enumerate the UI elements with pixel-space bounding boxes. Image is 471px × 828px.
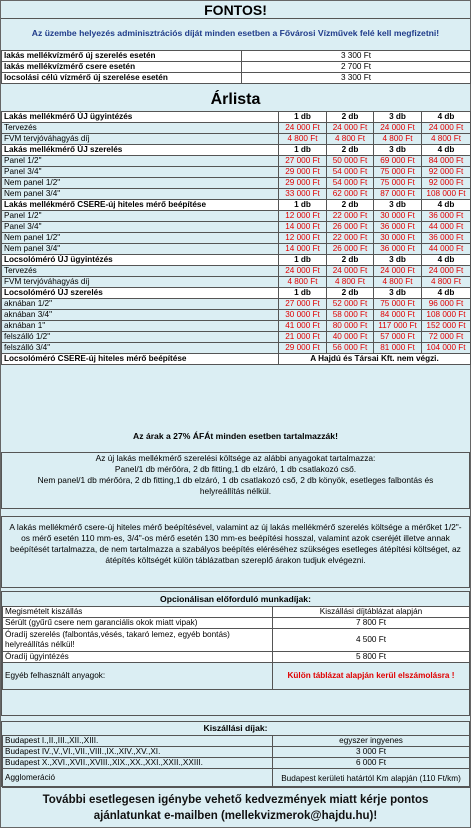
optional-fees-title: Opcionálisan előforduló munkadíjak: [160, 594, 311, 604]
optional-fees-table [2, 606, 470, 690]
price-cell: 4 800 Ft [422, 277, 471, 288]
price-cell: 4 800 Ft [327, 277, 374, 288]
price-cell: 117 000 Ft [374, 321, 422, 332]
price-cell: 29 000 Ft [279, 167, 327, 178]
price-cell: 12 000 Ft [279, 211, 327, 222]
price-cell: 12 000 Ft [279, 233, 327, 244]
travel-price: Budapest kerületi határtól Km alapján (110 Ft/km) [273, 769, 470, 788]
price-cell: 104 000 Ft [422, 343, 471, 354]
price-cell: 14 000 Ft [279, 222, 327, 233]
fee-price: 3 300 Ft [242, 73, 471, 84]
travel-fees-table [2, 735, 470, 788]
travel-row [3, 736, 470, 747]
price-row [2, 277, 471, 288]
optional-row [3, 663, 470, 690]
qty-header: 3 db [374, 288, 422, 299]
section-header-row [2, 255, 471, 266]
optional-row [3, 652, 470, 663]
price-cell: 4 800 Ft [279, 277, 327, 288]
qty-header: 4 db [422, 200, 471, 211]
optional-label: Óradíj szerelés (falbontás,vésés, takaró lemez, egyéb bontás) helyreállítás nélkül! [3, 629, 273, 652]
price-cell: 81 000 Ft [374, 343, 422, 354]
price-cell: 75 000 Ft [374, 167, 422, 178]
price-cell: 72 000 Ft [422, 332, 471, 343]
price-cell: 52 000 Ft [327, 299, 374, 310]
travel-fees-box [1, 721, 470, 787]
qty-header: 3 db [374, 255, 422, 266]
includes-heading: Az új lakás mellékmérő szerelési költsége az alábbi anyagokat tartalmazza: [95, 453, 376, 463]
item-label: Tervezés [2, 266, 279, 277]
price-cell: 24 000 Ft [279, 266, 327, 277]
price-row [2, 310, 471, 321]
travel-price: 3 000 Ft [273, 747, 470, 758]
section-title: Lakás mellékmérő ÚJ szerelés [2, 145, 279, 156]
price-cell: 4 800 Ft [374, 277, 422, 288]
travel-row [3, 758, 470, 769]
price-cell: 27 000 Ft [279, 156, 327, 167]
price-row [2, 321, 471, 332]
qty-header: 3 db [374, 200, 422, 211]
section-title: Lakás mellékmérő CSERE-új hiteles mérő beépítése [2, 200, 279, 211]
item-label: Panel 1/2" [2, 156, 279, 167]
includes-non-panel: Nem panel/1 db mérőóra, 2 db fitting,1 db elzáró, 1 db csatlakozó cső, 2 db könyök, esetleges falbontás és helyreállítás nélkül. [37, 475, 434, 496]
footer-note: További esetlegesen igénybe vehető kedvezmények miatt kérje pontos ajánlatunkat e-mailben (mellekvizmerok@hajdu.hu)! [42, 794, 429, 822]
optional-row [3, 629, 470, 652]
price-cell: 27 000 Ft [279, 299, 327, 310]
price-cell: 54 000 Ft [327, 178, 374, 189]
optional-fees-box [1, 591, 470, 716]
price-cell: 57 000 Ft [374, 332, 422, 343]
price-cell: 62 000 Ft [327, 189, 374, 200]
price-cell: 108 000 Ft [422, 310, 471, 321]
price-row [2, 222, 471, 233]
price-cell: 4 800 Ft [327, 134, 374, 145]
price-cell: 36 000 Ft [374, 222, 422, 233]
price-cell: 96 000 Ft [422, 299, 471, 310]
qty-header: 1 db [279, 288, 327, 299]
qty-header: 2 db [327, 200, 374, 211]
travel-label: Budapest X.,XVI.,XVII.,XVIII.,XIX.,XX.,XXI.,XXII.,XXIII. [3, 758, 273, 769]
price-cell: 69 000 Ft [374, 156, 422, 167]
price-cell: 21 000 Ft [279, 332, 327, 343]
section-title: Locsolóméró ÚJ szerelés [2, 288, 279, 299]
item-label: Nem panel 1/2" [2, 233, 279, 244]
price-cell: 24 000 Ft [374, 266, 422, 277]
fee-row [2, 51, 471, 62]
price-cell: 26 000 Ft [327, 244, 374, 255]
optional-row [3, 607, 470, 618]
qty-header: 4 db [422, 145, 471, 156]
price-cell: 40 000 Ft [327, 332, 374, 343]
vat-note: Az árak a 27% ÁFÁt minden esetben tartalmazzák! [133, 431, 338, 441]
optional-price: 5 800 Ft [273, 652, 470, 663]
item-label: Panel 3/4" [2, 167, 279, 178]
pricelist-title: Árlista [210, 91, 261, 108]
travel-fees-title: Kiszállási díjak: [203, 723, 268, 733]
qty-header: 2 db [327, 288, 374, 299]
price-cell: 75 000 Ft [374, 299, 422, 310]
qty-header: 1 db [279, 200, 327, 211]
qty-header: 2 db [327, 255, 374, 266]
qty-header: 4 db [422, 112, 471, 123]
price-row [2, 123, 471, 134]
item-label: Tervezés [2, 123, 279, 134]
price-cell: 152 000 Ft [422, 321, 471, 332]
price-cell: 58 000 Ft [327, 310, 374, 321]
price-cell: 33 000 Ft [279, 189, 327, 200]
section-header-row [2, 112, 471, 123]
price-cell: 4 800 Ft [279, 134, 327, 145]
price-row [2, 211, 471, 222]
price-cell: 84 000 Ft [422, 156, 471, 167]
price-row [2, 343, 471, 354]
item-label: Panel 3/4" [2, 222, 279, 233]
price-cell: 92 000 Ft [422, 178, 471, 189]
optional-label: Sérült (gyűrű csere nem garanciális okok miatt vipak) [3, 618, 273, 629]
travel-label: Agglomeráció [3, 769, 273, 788]
price-row [2, 299, 471, 310]
price-cell: 4 800 Ft [422, 134, 471, 145]
price-row [2, 244, 471, 255]
price-cell: 36 000 Ft [422, 211, 471, 222]
section-title: Locsolóméró CSERE-új hiteles mérő beépítése [2, 354, 279, 365]
important-title: FONTOS! [1, 1, 470, 19]
price-cell: 75 000 Ft [374, 178, 422, 189]
item-label: Nem panel 3/4" [2, 244, 279, 255]
fee-label: lakás mellékvízmérő új szerelés esetén [2, 51, 242, 62]
qty-header: 1 db [279, 112, 327, 123]
optional-label: Óradíj ügyintézés [3, 652, 273, 663]
price-cell: 29 000 Ft [279, 343, 327, 354]
optional-price: 7 800 Ft [273, 618, 470, 629]
optional-row [3, 618, 470, 629]
price-cell: 56 000 Ft [327, 343, 374, 354]
optional-price: 4 500 Ft [273, 629, 470, 652]
price-cell: 22 000 Ft [327, 233, 374, 244]
price-cell: 80 000 Ft [327, 321, 374, 332]
qty-header: 2 db [327, 112, 374, 123]
qty-header: 4 db [422, 255, 471, 266]
item-label: felszálló 1/2" [2, 332, 279, 343]
qty-header: 3 db [374, 145, 422, 156]
qty-header: 1 db [279, 255, 327, 266]
admin-fee-table [1, 50, 471, 84]
price-cell: 24 000 Ft [327, 266, 374, 277]
price-cell: 54 000 Ft [327, 167, 374, 178]
travel-label: Budapest IV.,V.,VI.,VII.,VIII.,IX.,XIV.,XV.,XI. [3, 747, 273, 758]
optional-label: Egyéb felhasznált anyagok: [3, 663, 273, 690]
includes-panel: Panel/1 db mérőóra, 2 db fitting,1 db elzáró, 1 db csatlakozó cső. [114, 464, 357, 474]
price-cell: 108 000 Ft [422, 189, 471, 200]
optional-price: Kiszállási díjtáblázat alapján [273, 607, 470, 618]
price-cell: 44 000 Ft [422, 222, 471, 233]
section-title: Lakás mellékmérő ÚJ ügyintézés [2, 112, 279, 123]
price-cell: 24 000 Ft [422, 266, 471, 277]
fee-price: 2 700 Ft [242, 62, 471, 73]
section-header-row [2, 200, 471, 211]
item-label: Nem panel 3/4" [2, 189, 279, 200]
price-cell: 26 000 Ft [327, 222, 374, 233]
price-cell: 50 000 Ft [327, 156, 374, 167]
qty-header: 2 db [327, 145, 374, 156]
fee-price: 3 300 Ft [242, 51, 471, 62]
fee-row [2, 62, 471, 73]
item-label: Nem panel 1/2" [2, 178, 279, 189]
price-cell: 92 000 Ft [422, 167, 471, 178]
section-header-row [2, 354, 471, 365]
price-row [2, 233, 471, 244]
section-header-row [2, 145, 471, 156]
travel-price: 6 000 Ft [273, 758, 470, 769]
admin-fee-notice: Az üzembe helyezés adminisztrációs díját minden esetben a Fővárosi Vízművek felé kell megfizetni! [31, 28, 440, 38]
price-cell: 36 000 Ft [422, 233, 471, 244]
section-title: Locsolóméró ÚJ ügyintézés [2, 255, 279, 266]
price-list-table [1, 111, 471, 365]
price-cell: 41 000 Ft [279, 321, 327, 332]
fee-label: lakás mellékvízmérő csere esetén [2, 62, 242, 73]
travel-label: Budapest I.,II.,III.,XII.,XIII. [3, 736, 273, 747]
optional-label: Megismételt kiszállás [3, 607, 273, 618]
fee-row [2, 73, 471, 84]
fee-label: locsolási célú vízmérő új szerelése esetén [2, 73, 242, 84]
price-row [2, 167, 471, 178]
price-row [2, 189, 471, 200]
optional-price: Külön táblázat alapján kerül elszámolásra ! [273, 663, 470, 690]
item-label: FVM tervjóváhagyás díj [2, 134, 279, 145]
travel-row [3, 769, 470, 788]
item-label: FVM tervjóváhagyás díj [2, 277, 279, 288]
price-cell: 24 000 Ft [327, 123, 374, 134]
price-row [2, 266, 471, 277]
item-label: aknában 3/4" [2, 310, 279, 321]
price-cell: 30 000 Ft [279, 310, 327, 321]
price-cell: 14 000 Ft [279, 244, 327, 255]
item-label: aknában 1/2" [2, 299, 279, 310]
price-cell: 30 000 Ft [374, 233, 422, 244]
price-cell: 24 000 Ft [374, 123, 422, 134]
price-row [2, 156, 471, 167]
price-row [2, 134, 471, 145]
not-performed-note: A Hajdú és Társai Kft. nem végzi. [279, 354, 471, 365]
price-row [2, 332, 471, 343]
price-cell: 4 800 Ft [374, 134, 422, 145]
explanation-text: A lakás mellékmérő csere-új hiteles mérő beépítésével, valamint az új lakás mellékmérő szerelés költsége a mérőket 1/2"-os mérő esetén 110 mm-es, 3/4"-os mérő esetén 130 mm-es beépítési hosszal, valamint azok cseréjét illetve annak beépítését tartalmazza, de nem tartalmazza a szabályos beépítés eléréséhez szükséges esetleges átépítési költséget, az átépítés költségét külön táblázatban szereplő árakon tudjuk elvégezni. [1, 516, 470, 588]
price-cell: 87 000 Ft [374, 189, 422, 200]
price-cell: 44 000 Ft [422, 244, 471, 255]
price-cell: 84 000 Ft [374, 310, 422, 321]
price-cell: 30 000 Ft [374, 211, 422, 222]
item-label: felszálló 3/4" [2, 343, 279, 354]
price-row [2, 178, 471, 189]
travel-price: egyszer ingyenes [273, 736, 470, 747]
item-label: Panel 1/2" [2, 211, 279, 222]
qty-header: 4 db [422, 288, 471, 299]
section-header-row [2, 288, 471, 299]
price-cell: 24 000 Ft [279, 123, 327, 134]
item-label: aknában 1" [2, 321, 279, 332]
qty-header: 1 db [279, 145, 327, 156]
price-cell: 22 000 Ft [327, 211, 374, 222]
travel-row [3, 747, 470, 758]
included-materials-box [1, 452, 470, 509]
price-cell: 36 000 Ft [374, 244, 422, 255]
qty-header: 3 db [374, 112, 422, 123]
price-cell: 24 000 Ft [422, 123, 471, 134]
price-cell: 29 000 Ft [279, 178, 327, 189]
